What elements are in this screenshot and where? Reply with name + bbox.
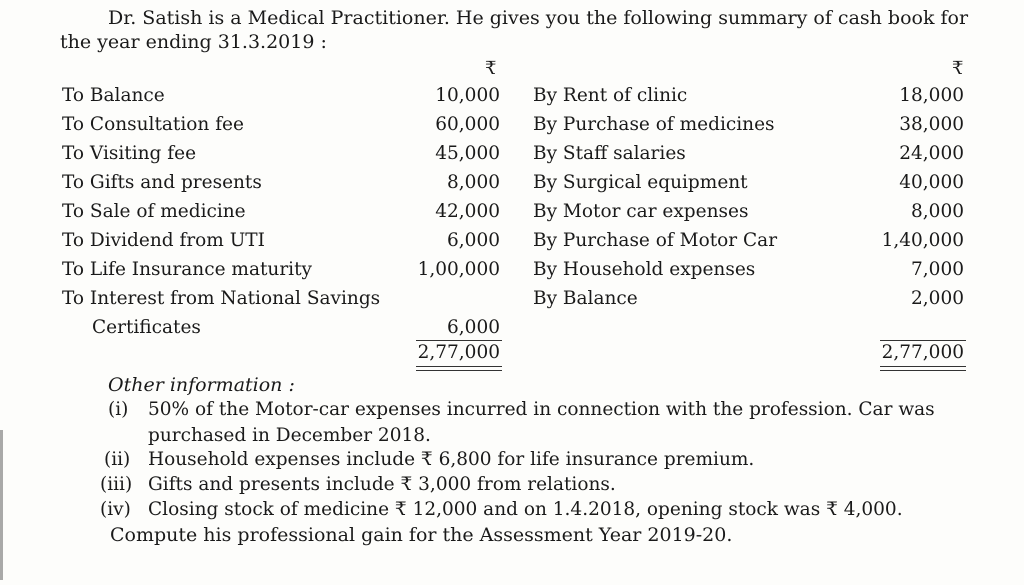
credit-label: By Purchase of Motor Car xyxy=(533,230,778,251)
credit-value: 38,000 xyxy=(899,114,964,135)
info-item-continuation: purchased in December 2018. xyxy=(148,425,431,446)
credit-value: 1,40,000 xyxy=(881,230,964,251)
debit-label: To Consultation fee xyxy=(62,114,244,135)
info-item-text: Household expenses include ₹ 6,800 for life insurance premium. xyxy=(148,449,755,470)
debit-total-double-rule xyxy=(416,366,502,371)
debit-total: 2,77,000 xyxy=(417,342,500,363)
credit-value: 2,000 xyxy=(911,288,964,309)
debit-label: To Dividend from UTI xyxy=(62,230,265,251)
credit-value: 18,000 xyxy=(899,85,964,106)
credit-value: 7,000 xyxy=(911,259,964,280)
debit-value: 6,000 xyxy=(447,317,500,338)
debit-label: To Balance xyxy=(62,85,165,106)
debit-value: 60,000 xyxy=(435,114,500,135)
question-text: Compute his professional gain for the Assessment Year 2019-20. xyxy=(110,524,733,546)
debit-value: 42,000 xyxy=(435,201,500,222)
info-item-number: (iv) xyxy=(100,499,131,520)
credit-label: By Rent of clinic xyxy=(533,85,688,106)
other-info-heading: Other information : xyxy=(108,374,295,396)
info-item-text: Closing stock of medicine ₹ 12,000 and on 1.4.2018, opening stock was ₹ 4,000. xyxy=(148,499,903,520)
info-item xyxy=(104,449,754,471)
credit-total-double-rule xyxy=(880,366,966,371)
info-item-number: (ii) xyxy=(104,449,131,470)
credit-value: 24,000 xyxy=(899,143,964,164)
debit-value: 1,00,000 xyxy=(417,259,500,280)
debit-label: To Life Insurance maturity xyxy=(62,259,312,280)
info-item-number: (i) xyxy=(108,399,129,420)
info-item xyxy=(108,399,935,421)
info-item xyxy=(100,499,903,521)
credit-label: By Household expenses xyxy=(533,259,756,280)
debit-label: To Interest from National Savings xyxy=(62,288,381,309)
debit-currency-header: ₹ xyxy=(485,58,497,79)
debit-label: To Sale of medicine xyxy=(62,201,246,222)
credit-currency-header: ₹ xyxy=(952,58,964,79)
info-item-text: 50% of the Motor-car expenses incurred in connection with the profession. Car was xyxy=(148,399,935,420)
debit-value: 8,000 xyxy=(447,172,500,193)
credit-label: By Surgical equipment xyxy=(533,172,748,193)
debit-label: To Visiting fee xyxy=(62,143,197,164)
debit-total-top-rule xyxy=(416,340,502,341)
credit-label: By Motor car expenses xyxy=(533,201,749,222)
debit-value: 6,000 xyxy=(447,230,500,251)
info-item-number: (iii) xyxy=(100,474,133,495)
debit-label: To Gifts and presents xyxy=(62,172,262,193)
credit-total: 2,77,000 xyxy=(881,342,964,363)
info-item-text: Gifts and presents include ₹ 3,000 from relations. xyxy=(148,474,616,495)
intro-line-2: the year ending 31.3.2019 : xyxy=(60,31,327,53)
info-item xyxy=(100,474,616,496)
debit-value: 45,000 xyxy=(435,143,500,164)
debit-label: Certificates xyxy=(92,317,201,338)
page-edge-shadow xyxy=(0,430,3,580)
credit-label: By Balance xyxy=(533,288,638,309)
credit-value: 40,000 xyxy=(899,172,964,193)
debit-value: 10,000 xyxy=(435,85,500,106)
intro-line-1: Dr. Satish is a Medical Practitioner. He gives you the following summary of cash book for xyxy=(108,7,969,29)
credit-total-top-rule xyxy=(880,340,966,341)
credit-value: 8,000 xyxy=(911,201,964,222)
credit-label: By Purchase of medicines xyxy=(533,114,775,135)
problem-intro xyxy=(60,6,980,54)
credit-label: By Staff salaries xyxy=(533,143,686,164)
